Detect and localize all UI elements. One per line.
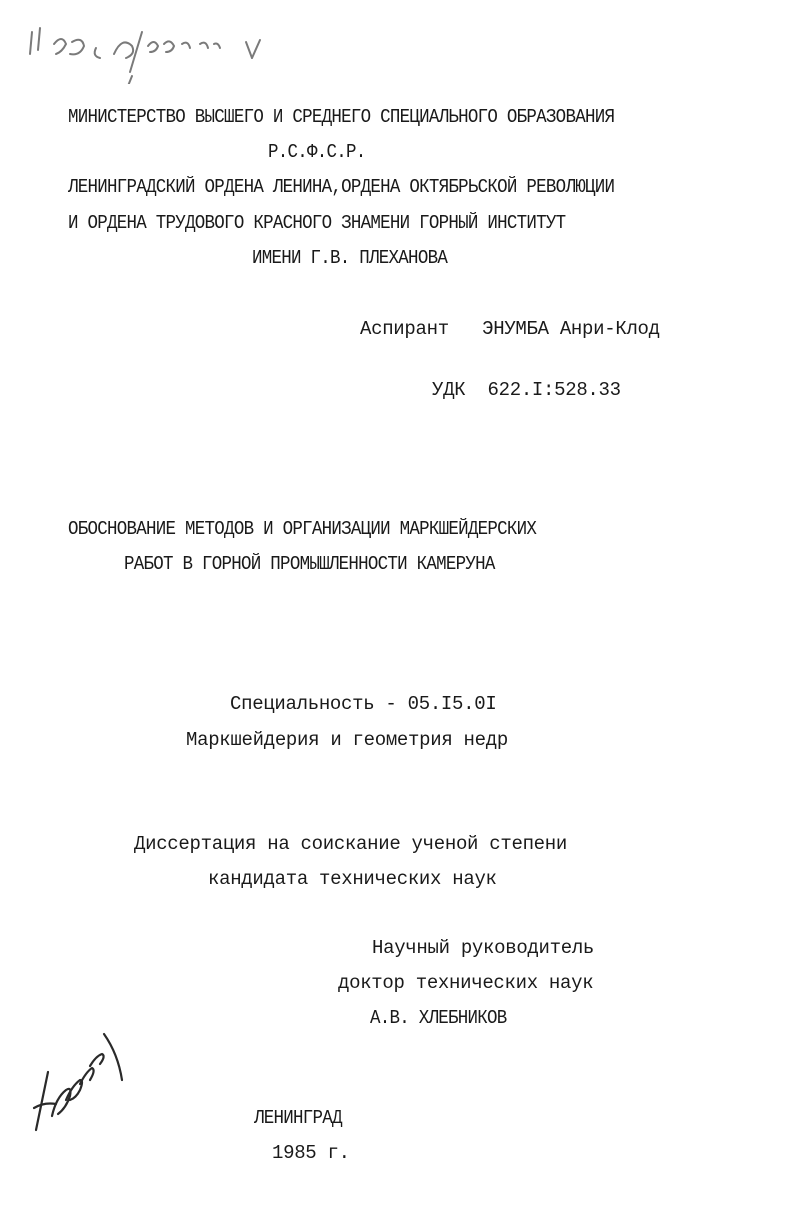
year-line: 1985 г. (272, 1142, 350, 1164)
ministry-line: МИНИСТЕРСТВО ВЫСШЕГО И СРЕДНЕГО СПЕЦИАЛЬНОГО ОБРАЗОВАНИЯ (68, 106, 615, 128)
institute-line-2: И ОРДЕНА ТРУДОВОГО КРАСНОГО ЗНАМЕНИ ГОРНЫЙ ИНСТИТУТ (68, 212, 566, 234)
institute-line-1: ЛЕНИНГРАДСКИЙ ОРДЕНА ЛЕНИНА,ОРДЕНА ОКТЯБРЬСКОЙ РЕВОЛЮЦИИ (68, 176, 615, 198)
signature-drawing (22, 1020, 142, 1140)
specialty-name-line: Маркшейдерия и геометрия недр (186, 729, 508, 751)
signature (22, 1020, 142, 1140)
degree-line-1: Диссертация на соискание ученой степени (134, 833, 567, 855)
author-line: Аспирант ЭНУМБА Анри-Клод (360, 318, 660, 340)
archive-handwritten-mark (14, 14, 274, 84)
degree-line-2: кандидата технических наук (208, 868, 497, 890)
republic-line: Р.С.Ф.С.Р. (268, 141, 366, 163)
supervisor-role: Научный руководитель (372, 937, 595, 959)
thesis-title-line-2: РАБОТ В ГОРНОЙ ПРОМЫШЛЕННОСТИ КАМЕРУНА (124, 553, 495, 575)
supervisor-name: А.В. ХЛЕБНИКОВ (370, 1007, 507, 1029)
udc-line: УДК 622.I:528.33 (432, 379, 621, 401)
specialty-code-line: Специальность - 05.I5.0I (230, 693, 497, 715)
institute-line-3: ИМЕНИ Г.В. ПЛЕХАНОВА (252, 247, 448, 269)
supervisor-title: доктор технических наук (338, 972, 594, 994)
city-line: ЛЕНИНГРАД (254, 1107, 342, 1129)
archive-mark-drawing (14, 14, 274, 84)
thesis-title-line-1: ОБОСНОВАНИЕ МЕТОДОВ И ОРГАНИЗАЦИИ МАРКШЕЙДЕРСКИХ (68, 518, 537, 540)
